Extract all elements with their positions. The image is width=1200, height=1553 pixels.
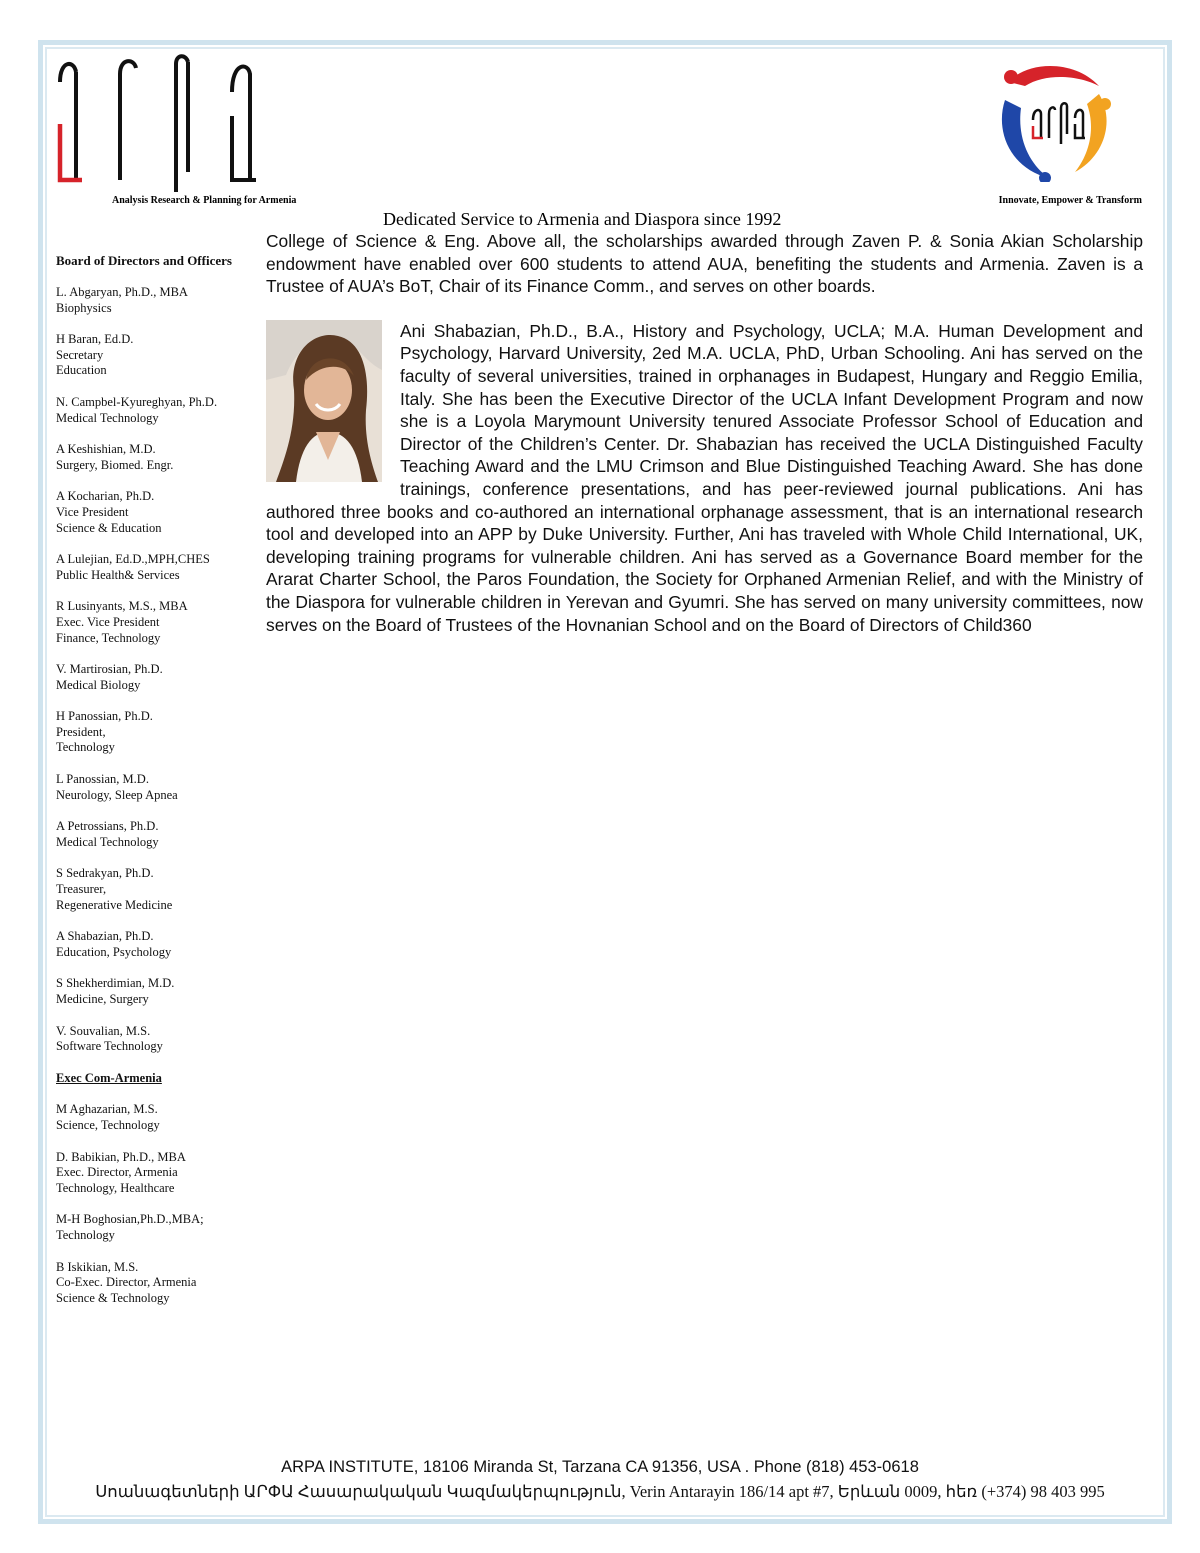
member-role: Public Health& Services — [56, 567, 180, 582]
board-member — [56, 976, 246, 1007]
member-role: Regenerative Medicine — [56, 897, 173, 912]
board-member — [56, 1150, 246, 1197]
member-role: Treasurer, — [56, 882, 107, 897]
arpa-wordmark-logo — [52, 52, 282, 197]
board-member — [56, 929, 246, 960]
board-member — [56, 599, 246, 646]
exec-member-list — [56, 1102, 246, 1306]
member-name: D. Babikian, Ph.D., MBA — [56, 1149, 186, 1164]
member-name: S Shekherdimian, M.D. — [56, 976, 175, 991]
member-name: A Lulejian, Ed.D.,MPH,CHES — [56, 552, 210, 567]
member-name: A Kocharian, Ph.D. — [56, 489, 155, 504]
portrait-photo — [266, 320, 382, 482]
member-name: M Aghazarian, M.S. — [56, 1102, 158, 1117]
member-name: S Sedrakyan, Ph.D. — [56, 866, 154, 881]
tagline-left: Analysis Research & Planning for Armenia — [112, 195, 297, 206]
board-member — [56, 332, 246, 379]
member-role: Secretary — [56, 347, 104, 362]
member-name: V. Martirosian, Ph.D. — [56, 662, 163, 677]
member-name: R Lusinyants, M.S., MBA — [56, 599, 188, 614]
exec-com-heading: Exec Com-Armenia — [56, 1070, 162, 1085]
board-sidebar — [56, 253, 246, 1322]
member-name: N. Campbel-Kyureghyan, Ph.D. — [56, 394, 218, 409]
member-role: Medical Technology — [56, 410, 159, 425]
board-member — [56, 1102, 246, 1133]
board-member — [56, 709, 246, 756]
member-role: Neurology, Sleep Apnea — [56, 787, 178, 802]
member-name: L Panossian, M.D. — [56, 772, 149, 787]
tagline-right: Innovate, Empower & Transform — [998, 195, 1142, 206]
member-role: Exec. Vice President — [56, 614, 160, 629]
header-motto: Dedicated Service to Armenia and Diaspora since 1992 — [383, 209, 782, 229]
member-name: A Shabazian, Ph.D. — [56, 929, 154, 944]
member-role: Software Technology — [56, 1039, 163, 1054]
member-role: Education, Psychology — [56, 944, 172, 959]
board-member — [56, 1212, 246, 1243]
board-member — [56, 395, 246, 426]
member-role: Education — [56, 363, 107, 378]
member-role: Vice President — [56, 504, 129, 519]
member-name: L. Abgaryan, Ph.D., MBA — [56, 285, 188, 299]
member-role: Co-Exec. Director, Armenia — [56, 1275, 197, 1290]
arpa-circle-logo — [995, 60, 1117, 182]
member-name: B Iskikian, M.S. — [56, 1259, 139, 1274]
member-name: A Petrossians, Ph.D. — [56, 819, 159, 834]
member-role: President, — [56, 724, 106, 739]
board-member — [56, 819, 246, 850]
member-role: Exec. Director, Armenia — [56, 1165, 178, 1180]
member-name: M-H Boghosian,Ph.D.,MBA; — [56, 1212, 204, 1227]
member-role: Technology — [56, 1227, 115, 1242]
member-role: Biophysics — [56, 300, 112, 315]
member-name: V. Souvalian, M.S. — [56, 1023, 151, 1038]
board-member — [56, 1260, 246, 1307]
member-role: Science & Education — [56, 520, 162, 535]
member-role: Surgery, Biomed. Engr. — [56, 457, 174, 472]
member-role: Technology — [56, 740, 115, 755]
footer-address-armenia: Սոանագետների ԱՐՓԱ Հասարակական Կազմակերպություն, Verin Antarayin 186/14 apt #7, Երևան 0009, հեռ (+374) 98 403 995 — [95, 1482, 1105, 1501]
footer-address-usa: ARPA INSTITUTE, 18106 Miranda St, Tarzana CA 91356, USA . Phone (818) 453-0618 — [281, 1458, 919, 1476]
member-role: Medical Technology — [56, 834, 159, 849]
member-role: Technology, Healthcare — [56, 1180, 175, 1195]
member-role: Medical Biology — [56, 677, 141, 692]
board-member — [56, 866, 246, 913]
intro-paragraph: College of Science & Eng. Above all, the scholarships awarded through Zaven P. & Sonia Akian Scholarship endowment have enabled over 600 students to attend AUA, benefiting the students and Armenia. Zaven is a Trustee of AUA’s BoT, Chair of its Finance Comm., and serves on other boards. — [266, 231, 1143, 297]
member-role: Science & Technology — [56, 1290, 170, 1305]
bio-paragraph: Ani Shabazian, Ph.D., B.A., History and Psychology, UCLA; M.A. Human Development and Psychology, Harvard University, 2ed M.A. UCLA, PhD, Urban Schooling. Ani has served on the faculty of several universities, trained in orphanages in Budapest, Hungary and Reggio Emilia, Italy. She has been the Executive Director of the UCLA Infant Development Program and now she is a Loyola Marymount University tenured Associate Professor School of Education and Director of the Children’s Center. Dr. Shabazian has received the UCLA Distinguished Faculty Teaching Award and the LMU Crimson and Blue Distinguished Teaching Award. She has done trainings, conference presentations, and has peer-reviewed journal publications. Ani has authored three books and co-authored an international orphanage assessment, that is an international research tool and developed into an APP by Duke University. Further, Ani has traveled with Whole Child International, UK, developing training programs for vulnerable children. Ani has served as a Governance Board member for the Ararat Charter School, the Paros Foundation, the Society for Orphaned Armenian Relief, and with the Ministry of the Diaspora for vulnerable children in Yerevan and Gyumri. She has served on many university committees, now serves on the Board of Trustees of the Hovnanian School and on the Board of Directors of Child360 — [266, 320, 1143, 635]
board-member — [56, 442, 246, 473]
member-name: A Keshishian, M.D. — [56, 442, 156, 457]
board-heading: Board of Directors and Officers — [56, 253, 232, 268]
member-name: H Baran, Ed.D. — [56, 332, 134, 347]
board-member — [56, 552, 246, 583]
member-role: Medicine, Surgery — [56, 992, 149, 1006]
portrait-image — [266, 320, 382, 482]
board-member — [56, 772, 246, 803]
board-member — [56, 1024, 246, 1055]
board-member — [56, 662, 246, 693]
main-content — [266, 230, 1143, 636]
member-role: Science, Technology — [56, 1117, 160, 1132]
board-member — [56, 285, 246, 316]
member-name: H Panossian, Ph.D. — [56, 709, 153, 724]
board-member-list — [56, 285, 246, 1055]
member-role: Finance, Technology — [56, 630, 161, 645]
board-member — [56, 489, 246, 536]
